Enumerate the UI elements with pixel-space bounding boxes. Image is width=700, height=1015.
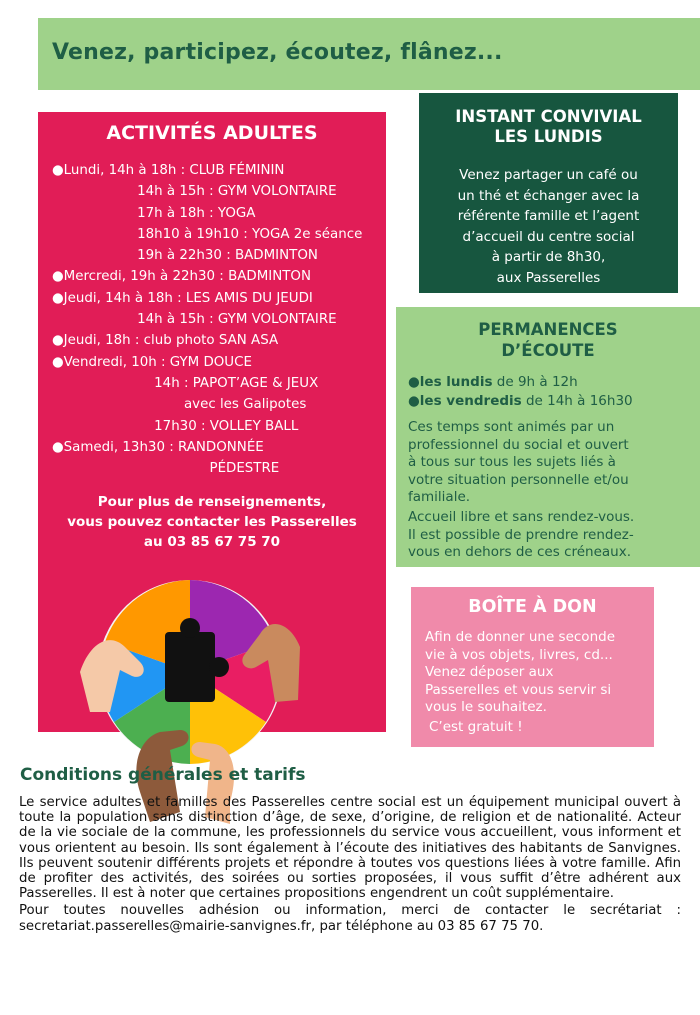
list-item: 17h à 18h : YOGA (52, 205, 256, 221)
permanences-title-line: D’ÉCOUTE (501, 341, 595, 360)
instant-body (419, 165, 678, 288)
text-line: familiale. (408, 489, 471, 505)
activities-list (52, 160, 382, 479)
instant-title-line: LES LUNDIS (494, 127, 603, 146)
list-item: ●Jeudi, 14h à 18h : LES AMIS DU JEUDI (52, 290, 313, 306)
puzzle-hands-icon (70, 562, 310, 832)
text-line: Afin de donner une seconde (425, 629, 616, 645)
instant-line: un thé et échanger avec la (457, 187, 640, 204)
page-title: Venez, participez, écoutez, flânez... (52, 40, 503, 65)
text-line: Passerelles et vous servir si (425, 681, 612, 698)
list-item: avec les Galipotes (52, 397, 307, 413)
instant-title (419, 107, 678, 147)
list-item: ●Mercredi, 19h à 22h30 : BADMINTON (52, 269, 311, 285)
hours-time: de 14h à 16h30 (521, 393, 633, 409)
text-line: professionnel du social et ouvert (408, 436, 629, 453)
list-item: PÉDESTRE (52, 461, 280, 477)
header-banner (38, 18, 700, 90)
permanences-title (396, 319, 700, 361)
instant-line: aux Passerelles (496, 269, 601, 286)
instant-line: à partir de 8h30, (491, 249, 606, 265)
contact-line: vous pouvez contacter les Passerelles (67, 514, 357, 530)
list-item: 14h à 15h : GYM VOLONTAIRE (52, 312, 337, 328)
boite-title: BOÎTE À DON (468, 597, 597, 617)
instant-line: référente famille et l’agent (457, 208, 640, 224)
text-line: Accueil libre et sans rendez-vous. (408, 509, 635, 525)
text-line: vie à vos objets, livres, cd... (425, 646, 613, 663)
hours-day: les lundis (419, 374, 493, 390)
boite-free-note: C’est gratuit ! (429, 719, 523, 735)
list-item: ●Jeudi, 18h : club photo SAN ASA (52, 333, 279, 349)
permanences-title-line: PERMANENCES (478, 320, 618, 339)
text-line: vous en dehors de ces créneaux. (408, 544, 632, 560)
instant-convivial-panel (419, 93, 678, 293)
activities-contact (38, 492, 386, 552)
hours-day: les vendredis (419, 393, 522, 409)
list-item: ●Lundi, 14h à 18h : CLUB FÉMININ (52, 163, 285, 178)
instant-line: d’accueil du centre social (462, 228, 635, 245)
list-item: 14h à 15h : GYM VOLONTAIRE (52, 184, 337, 200)
instant-line: Venez partager un café ou (459, 167, 638, 183)
text-line: Il est possible de prendre rendez- (408, 526, 634, 543)
text-line: Ces temps sont animés par un (408, 419, 615, 435)
conditions-text (19, 795, 681, 936)
hours-row: ●les vendredis de 14h à 16h30 (408, 393, 633, 409)
permanences-hours (408, 373, 633, 411)
instant-title-line: INSTANT CONVIVIAL (455, 107, 642, 126)
permanences-note (408, 509, 634, 562)
conditions-title: Conditions générales et tarifs (20, 765, 306, 785)
boite-a-don-panel (411, 587, 654, 747)
hours-time: de 9h à 12h (492, 374, 578, 390)
text-line: à tous sur tous les sujets liés à (408, 454, 616, 470)
conditions-contact-paragraph: Pour toutes nouvelles adhésion ou information, merci de contacter le secrétariat : secretariat.passerelles@mairie-sanvignes.fr, par téléphone au 03 85 67 75 70. (19, 903, 681, 934)
permanences-panel (396, 307, 700, 567)
boite-body (425, 629, 615, 717)
contact-phone: au 03 85 67 75 70 (143, 534, 281, 550)
list-item: 14h : PAPOT’AGE & JEUX (52, 375, 319, 391)
permanences-description (408, 419, 629, 507)
list-item: 17h30 : VOLLEY BALL (52, 418, 299, 434)
list-item: 18h10 à 19h10 : YOGA 2e séance (52, 226, 363, 242)
activities-title: ACTIVITÉS ADULTES (106, 122, 318, 144)
text-line: Venez déposer aux (425, 664, 554, 680)
activities-panel (38, 112, 386, 732)
hours-row: ●les lundis de 9h à 12h (408, 374, 578, 390)
conditions-paragraph: Le service adultes et familles des Passerelles centre social est un équipement municipal ouvert à toute la population sans distinction d’âge, de sexe, d’origine, de religion et de nationalité. Acteur de la vie sociale de la commune, les professionnels du service vous accueillent, vous informent et vous orientent au besoin. Ils sont également à l’écoute des initiatives des habitants de Sanvignes. Ils peuvent soutenir différents projets et répondre à toutes vos questions liées à votre famille. Afin de profiter des activités, des soirées ou sorties proposées, il vous suffit d’être adhérent aux Passerelles. Il est à noter que certaines propositions engendrent un coût supplémentaire. (19, 795, 681, 902)
list-item: ●Vendredi, 10h : GYM DOUCE (52, 354, 252, 370)
list-item: 19h à 22h30 : BADMINTON (52, 248, 318, 264)
list-item: ●Samedi, 13h30 : RANDONNÉE (52, 439, 264, 455)
text-line: vous le souhaitez. (425, 699, 547, 715)
text-line: votre situation personnelle et/ou (408, 471, 629, 488)
contact-line: Pour plus de renseignements, (97, 494, 327, 510)
